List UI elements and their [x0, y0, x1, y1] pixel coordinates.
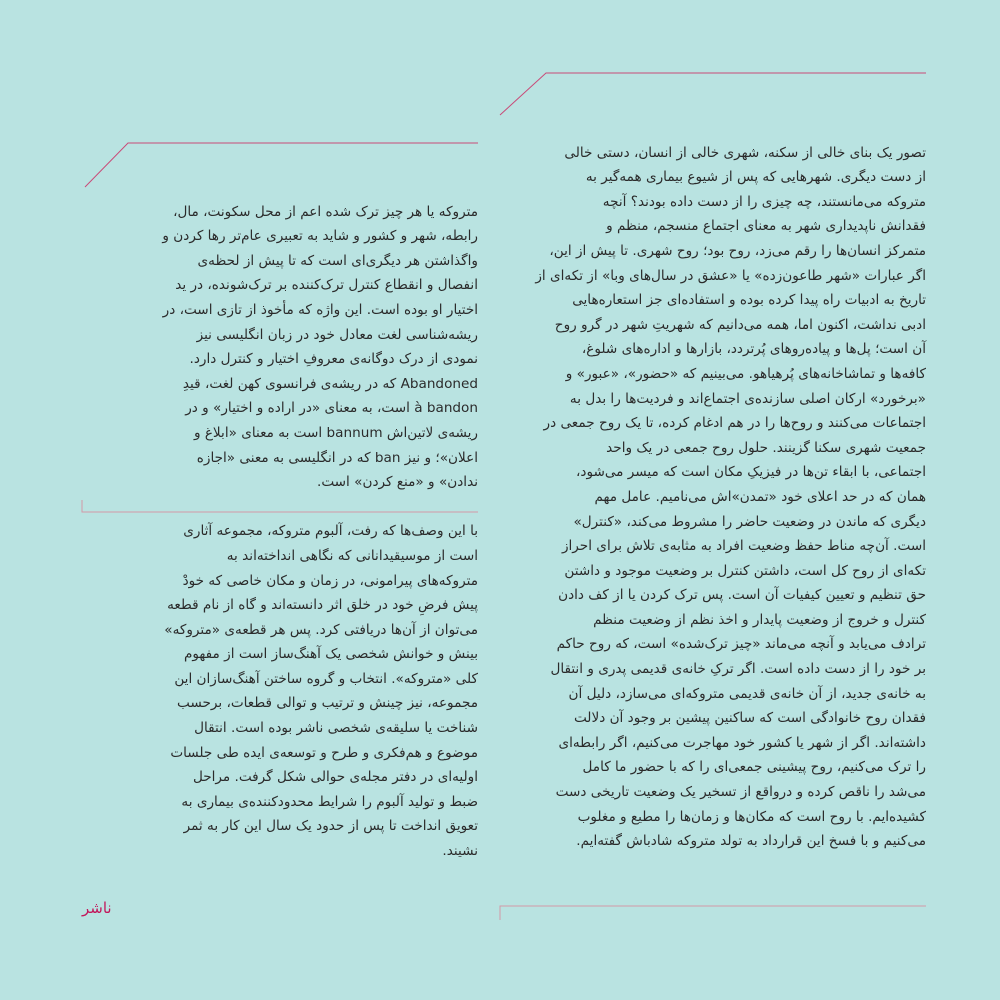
- right-frame-top-line: [500, 73, 926, 115]
- publisher-signature: ناشر: [82, 899, 112, 917]
- right-frame-bottom-line: [500, 906, 926, 920]
- right-column-text: تصور یک بنای خالی از سکنه، شهری خالی از انسان، دستی خالی از دست دیگری. شهرهایی که پس از شیوع بیماری همه‌گیر به متروکه می‌مانستند، چه چیزی را از دست داده بودند؟ آنچه فقدانش ناپدیداری شهر به معنای اجتماع منسجم، منظم و متمرکز انسان‌ها را رقم می‌زد، روح بود؛ روح شهری. تا پیش از این، اگر عبارات «شهر طاعون‌زده» یا «عشق در سال‌های وبا» از تکه‌ای از تاریخ به ادبیات راه پیدا کرده بوده و استفاده‌ای جز استعاره‌هایی ادبی نداشت، اکنون اما، همه می‌دانیم که شهریتِ شهر در گرو روح آن است؛ پل‌ها و پیاده‌روهای پُرتردد، بازارها و اداره‌های شلوغ، کافه‌ها و تماشاخانه‌های پُرهیاهو. می‌بینیم که «حضور»، «عبور» و «برخورد» ارکان اصلی سازنده‌ی اجتماع‌اند و فردیت‌ها را بدل به اجتماعات می‌کنند و روح‌ها را در هم ادغام کرده، تا یک روح جمعی در جمعیت شهری سکنا گزینند. حلول روح جمعی در یک واحد اجتماعی، با ابقاء تن‌ها در فیزیکِ مکان است که میسر می‌شود، همان که در حد اعلای خود «تمدن»اش می‌نامیم. عامل مهم دیگری که ماندن در وضعیت حاضر را مشروط می‌کند، «کنترل» است. آن‌چه مناط حفظ وضعیت افراد به مثابه‌ی تلاش برای احراز تکه‌ای از روح کل است، داشتن کنترل بر وضعیت موجود و داشتن حق تنظیم و تعیین کیفیات آن است. پس ترک کردن یا از کف دادن کنترل و خروج از وضعیت پایدار و اخذ نظم از وضعیت منظم ترادف می‌یابد و آنچه می‌ماند «چیز ترک‌شده» است، که روح حاکم بر خود را از دست داده است. اگر ترکِ خانه‌ی قدیمی پدری و انتقال به خانه‌ی جدید، از آن خانه‌ی قدیمی متروکه‌ای می‌سازد، دلیل آن فقدان روح خانوادگی است که ساکنین پیشین بر وجود آن دلالت داشته‌اند. اگر از شهر یا کشور خود مهاجرت می‌کنیم، اگر رابطه‌ای را ترک می‌کنیم، روح پیشینی جمعی‌ای را که با حضور ما کامل می‌شد را ناقص کرده و درواقع از تسخیر یک وضعیت تاریخی دست کشیده‌ایم. با روح است که مکان‌ها و زمان‌ها را مطیع و مغلوب می‌کنیم و با فسخ این قرارداد به تولد متروکه شادباش گفته‌ایم.: [535, 144, 926, 850]
- left-paragraph-2: با این وصف‌ها که رفت، آلبوم متروکه، مجموعه آثاری است از موسیقیدانانی که نگاهی انداخته‌اند به متروکه‌های پیرامونی، در زمان و مکان خاصی که خودْ پیش فرضِ خود در خلق اثر دانسته‌اند و گاه از نام قطعه می‌توان از آن‌ها دریافتی کرد. پس هر قطعه‌ی «متروکه» بینش و خوانش شخصی یک آهنگ‌ساز است از مفهوم کلی «متروکه». انتخاب و گروه ساختن آهنگ‌سازان این مجموعه، نیز چینش و ترتیب و توالی قطعات، برحسب شناخت یا سلیقه‌ی شخصی ناشر بوده است. انتقال موضوع و هم‌فکری و طرح و توسعه‌ی ایده طی جلسات اولیه‌ای در دفتر مجله‌ی حوالی شکل گرفت. مراحل ضبط و تولید آلبوم را شرایط محدودکننده‌ی بیماری به تعویق انداخت تا پس از حدود یک سال این کار به ثمر نشیند.: [164, 523, 478, 860]
- left-column: [82, 175, 478, 888]
- left-paragraph-1: متروکه یا هر چیز ترک شده اعم از محل سکونت، مال، رابطه، شهر و کشور و شاید به تعبیری عام‌تر رها کردن و واگذاشتن هر دیگری‌ای است که تا پیش از لحظه‌ی انفصال و انقطاع کنترل ترک‌کننده بر ترک‌شونده، در ید اختیار او بوده است. این واژه که مأخوذ از تازی است، در ریشه‌شناسی لغت معادل خود در زبان انگلیسی نیز نمودی از درک دوگانه‌ی معروفِ اختیار و کنترل دارد. Abandoned که در ریشه‌ی فرانسوی کهن لغت، قیدِ à bandon است، به معنای «در اراده و اختیار» و در ریشه‌ی لاتین‌اش bannum است به معنای «ابلاغ و اعلان»؛ و نیز ban که در انگلیسی به معنی «اجازه ندادن» و «منع کردن» است.: [162, 203, 478, 491]
- right-column: [500, 116, 926, 878]
